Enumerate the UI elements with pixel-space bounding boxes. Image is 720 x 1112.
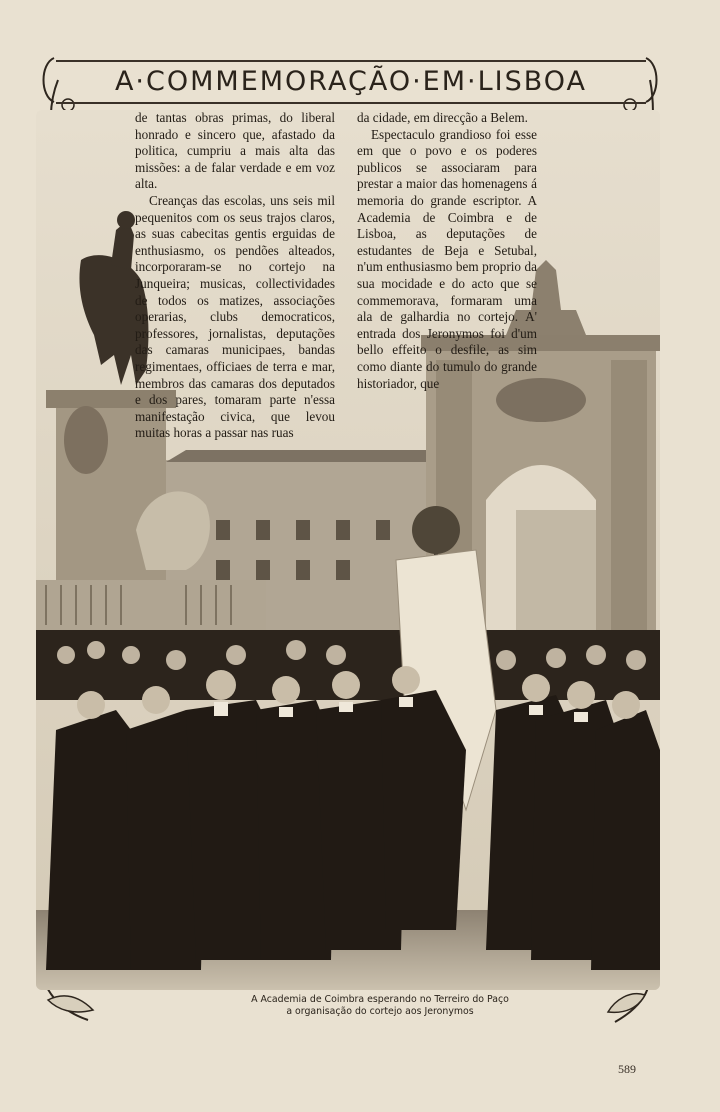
article-column-2 [357, 110, 537, 392]
title-left-bracket-ornament [34, 56, 58, 104]
page-number: 589 [618, 1062, 636, 1076]
paragraph: de tantas obras primas, do liberal honrado e sincero que, afastado da politica, cumpriu a mais alta das missões: a de falar verdade e em voz alta. [135, 110, 335, 192]
article-column-1 [135, 110, 335, 442]
photo-caption [220, 994, 540, 1018]
caption-line-2: a organisação do cortejo aos Jeronymos [286, 1006, 474, 1017]
page-title: A·COMMEMORAÇÃO·EM·LISBOA [114, 66, 588, 97]
photo-illustration [36, 110, 660, 990]
photograph-terreiro-do-paco [36, 110, 660, 990]
paragraph: da cidade, em direcção a Belem. [357, 110, 528, 125]
caption-line-1: A Academia de Coimbra esperando no Terreiro do Paço [251, 994, 509, 1005]
paragraph: Creanças das escolas, uns seis mil pequenitos com os seus trajos claros, as suas cabecitas gentis erguidas de enthusiasmo, os pendões alteados, incorporaram-se no cortejo na Junqueira; musicas, collectividades de todos os matizes, associações operarias, clubs democraticos, professores, jornalistas, deputações das camaras municipaes, bandas regimentaes, officiaes de terra e mar, membros das camaras dos deputados e dos pares, tomaram parte n'essa manifestação civica, que levou muitas horas a passar nas ruas [135, 192, 335, 441]
paragraph: Espectaculo grandioso foi esse em que o povo e os poderes publicos se associaram para prestar a maior das homenagens á memoria do grande escriptor. A Academia de Coimbra e de Lisboa, as deputações de estudantes de Beja e Setubal, n'um enthusiasmo bem proprio da sua mocidade e do acto que se commemorava, formaram uma ala de galhardia no cortejo. A' entrada dos Jeronymos foi d'um bello effeito o desfile, as sim como diante do tumulo do grande historiador, que [357, 126, 537, 391]
title-right-bracket-ornament [642, 56, 666, 104]
title-banner [56, 60, 646, 104]
